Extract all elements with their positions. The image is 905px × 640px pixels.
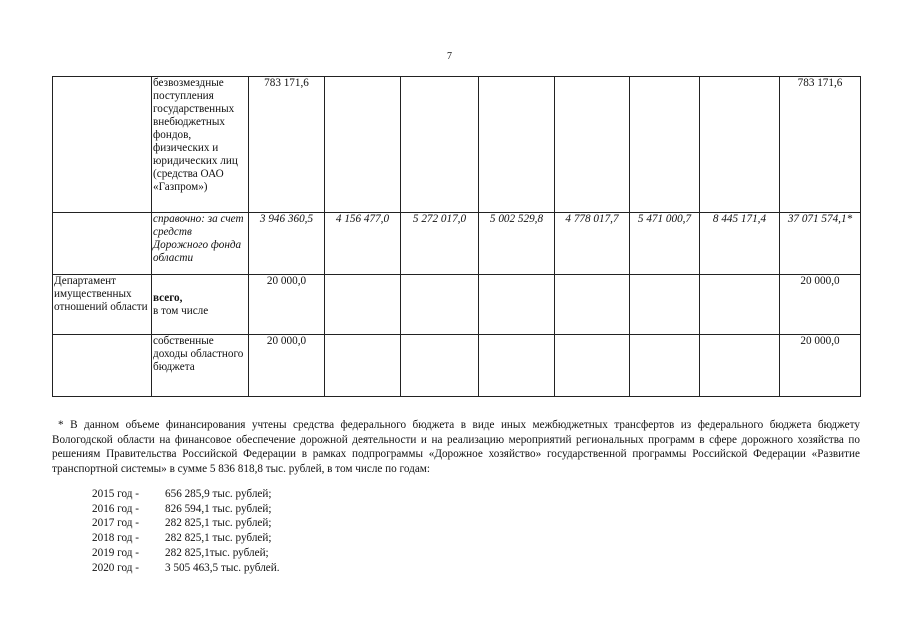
including-label: в том числе (153, 304, 209, 317)
value-cell: 783 171,6 (249, 77, 325, 213)
year-amount: 282 825,1тыс. рублей; (165, 546, 269, 559)
year-label: 2019 год - (92, 546, 139, 559)
table-row (53, 335, 861, 397)
value-cell (555, 335, 630, 397)
year-label: 2016 год - (92, 502, 139, 515)
total-cell: 20 000,0 (780, 275, 861, 335)
value-cell: 5 272 017,0 (401, 213, 479, 275)
table-row (53, 213, 861, 275)
value-cell (555, 275, 630, 335)
year-amount: 3 505 463,5 тыс. рублей. (165, 561, 280, 574)
value-cell: 3 946 360,5 (249, 213, 325, 275)
value-cell (700, 275, 780, 335)
list-item (92, 561, 280, 576)
page-number: 7 (447, 51, 452, 62)
funding-source-cell: безвозмездные поступления государственных внебюджетных фондов, физических и юридических лиц (средства ОАО «Газпром») (152, 77, 249, 213)
value-cell: 5 002 529,8 (479, 213, 555, 275)
funding-table (52, 76, 861, 397)
funding-source-cell: справочно: за счет средств Дорожного фонда области (152, 213, 249, 275)
value-cell (479, 335, 555, 397)
value-cell (325, 77, 401, 213)
total-cell: 37 071 574,1* (780, 213, 861, 275)
department-cell (53, 213, 152, 275)
value-cell (325, 275, 401, 335)
year-label: 2015 год - (92, 488, 139, 500)
year-amount: 656 285,9 тыс. рублей; (165, 488, 272, 500)
value-cell (479, 77, 555, 213)
value-cell: 4 156 477,0 (325, 213, 401, 275)
total-label: всего, (153, 291, 183, 304)
value-cell (555, 77, 630, 213)
total-cell: 783 171,6 (780, 77, 861, 213)
value-cell (700, 77, 780, 213)
year-amount: 826 594,1 тыс. рублей; (165, 502, 272, 515)
total-cell: 20 000,0 (780, 335, 861, 397)
value-cell: 5 471 000,7 (630, 213, 700, 275)
list-item (92, 516, 280, 531)
value-cell (630, 275, 700, 335)
value-cell (401, 335, 479, 397)
list-item (92, 502, 280, 517)
department-cell: Департамент имущественных отношений области (53, 275, 152, 335)
value-cell (479, 275, 555, 335)
funding-source-cell: собственные доходы областного бюджета (152, 335, 249, 397)
table-row (53, 77, 861, 213)
value-cell (630, 335, 700, 397)
year-amount: 282 825,1 тыс. рублей; (165, 517, 272, 530)
value-cell (700, 335, 780, 397)
value-cell (401, 275, 479, 335)
value-cell (401, 77, 479, 213)
list-item (92, 487, 280, 502)
footnote: * В данном объеме финансирования учтены средства федерального бюджета в виде иных межбюджетных трансфертов из федерального бюджета бюджету Вологодской области на финансовое обеспечение дорожной деятельности и на реализацию мероприятий региональных программ в сфере дорожного хозяйства по решениям Правительства Российской Федерации в рамках подпрограммы «Дорожное хозяйство» государственной программы Российской Федерации «Развитие транспортной системы» в сумме 5 836 818,8 тыс. рублей, в том числе по годам: (52, 419, 860, 475)
department-cell (53, 77, 152, 213)
table-row (53, 275, 861, 335)
list-item (92, 531, 280, 546)
funding-source-cell (152, 275, 249, 335)
year-amount: 282 825,1 тыс. рублей; (165, 532, 272, 545)
year-label: 2017 год - (92, 517, 139, 530)
value-cell: 4 778 017,7 (555, 213, 630, 275)
year-label: 2018 год - (92, 532, 139, 545)
department-cell (53, 335, 152, 397)
value-cell (630, 77, 700, 213)
year-label: 2020 год - (92, 561, 139, 574)
list-item (92, 546, 280, 561)
year-breakdown-list (92, 487, 280, 575)
value-cell: 8 445 171,4 (700, 213, 780, 275)
value-cell: 20 000,0 (249, 275, 325, 335)
value-cell: 20 000,0 (249, 335, 325, 397)
value-cell (325, 335, 401, 397)
